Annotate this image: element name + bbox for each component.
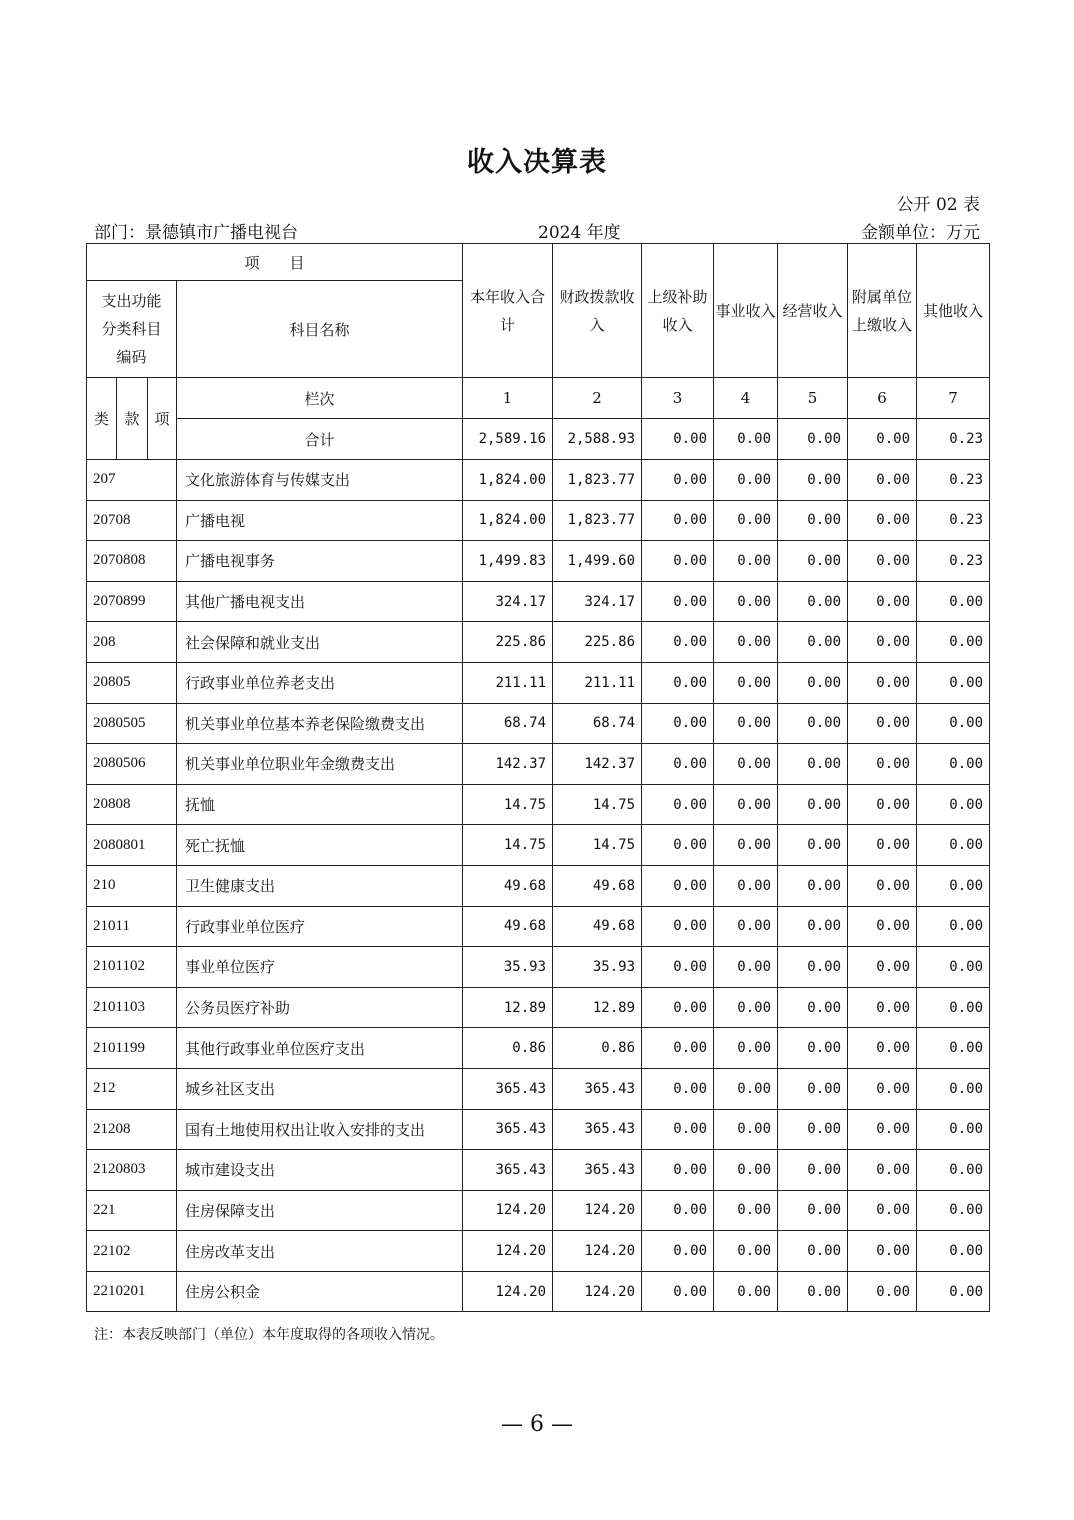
subject-code: 20805 bbox=[87, 662, 177, 703]
amount-cell: 142.37 bbox=[463, 744, 553, 785]
table-row bbox=[87, 500, 990, 541]
amount-cell: 0.00 bbox=[778, 1109, 848, 1150]
amount-cell: 68.74 bbox=[463, 703, 553, 744]
department-label: 部门：景德镇市广播电视台 bbox=[94, 223, 298, 243]
amount-cell: 0.00 bbox=[642, 460, 714, 501]
table-row bbox=[87, 987, 990, 1028]
amount-cell: 124.20 bbox=[553, 1231, 642, 1272]
amount-cell: 0.00 bbox=[848, 1068, 917, 1109]
header-col-business: 事业收入 bbox=[714, 244, 778, 378]
subject-name: 事业单位医疗 bbox=[177, 947, 463, 988]
amount-cell: 0.00 bbox=[778, 744, 848, 785]
amount-cell: 124.20 bbox=[553, 1190, 642, 1231]
page-title: 收入决算表 bbox=[467, 147, 607, 178]
amount-cell: 0.00 bbox=[714, 1028, 778, 1069]
subject-code: 2120803 bbox=[87, 1150, 177, 1191]
amount-cell: 0.00 bbox=[778, 460, 848, 501]
amount-cell: 0.00 bbox=[848, 500, 917, 541]
total-label: 合计 bbox=[177, 419, 463, 460]
header-col-superior: 上级补助收入 bbox=[642, 244, 714, 378]
table-row bbox=[87, 1028, 990, 1069]
amount-cell: 211.11 bbox=[553, 662, 642, 703]
amount-cell: 0.00 bbox=[714, 1190, 778, 1231]
header-col-other: 其他收入 bbox=[917, 244, 990, 378]
header-col-operating: 经营收入 bbox=[778, 244, 848, 378]
amount-cell: 0.00 bbox=[848, 1028, 917, 1069]
amount-cell: 0.00 bbox=[714, 1150, 778, 1191]
amount-cell: 0.00 bbox=[848, 1271, 917, 1312]
subject-code: 20808 bbox=[87, 784, 177, 825]
subject-code: 207 bbox=[87, 460, 177, 501]
amount-cell: 0.00 bbox=[848, 1231, 917, 1272]
amount-cell: 0.00 bbox=[848, 1190, 917, 1231]
subject-code: 210 bbox=[87, 865, 177, 906]
amount-cell: 0.00 bbox=[714, 744, 778, 785]
amount-cell: 0.00 bbox=[778, 1190, 848, 1231]
table-row bbox=[87, 460, 990, 501]
col-number: 6 bbox=[848, 378, 917, 419]
table-row bbox=[87, 1231, 990, 1272]
amount-cell: 0.00 bbox=[642, 1150, 714, 1191]
amount-cell: 0.00 bbox=[917, 744, 990, 785]
page-number: — 6 — bbox=[501, 1412, 573, 1437]
amount-cell: 0.00 bbox=[848, 1109, 917, 1150]
subject-name: 广播电视 bbox=[177, 500, 463, 541]
amount-cell: 1,824.00 bbox=[463, 460, 553, 501]
amount-cell: 0.23 bbox=[917, 460, 990, 501]
subject-code: 221 bbox=[87, 1190, 177, 1231]
amount-cell: 1,824.00 bbox=[463, 500, 553, 541]
header-xiang: 项 bbox=[148, 378, 177, 460]
header-code-group: 支出功能分类科目编码 bbox=[87, 281, 177, 378]
subject-name: 卫生健康支出 bbox=[177, 865, 463, 906]
amount-cell: 0.00 bbox=[778, 825, 848, 866]
amount-cell: 0.00 bbox=[714, 460, 778, 501]
amount-cell: 0.00 bbox=[778, 541, 848, 582]
amount-cell: 0.00 bbox=[778, 987, 848, 1028]
col-number: 3 bbox=[642, 378, 714, 419]
amount-cell: 1,823.77 bbox=[553, 500, 642, 541]
total-value: 0.00 bbox=[778, 419, 848, 460]
subject-code: 2080801 bbox=[87, 825, 177, 866]
amount-cell: 0.00 bbox=[714, 825, 778, 866]
amount-cell: 0.00 bbox=[642, 784, 714, 825]
table-row bbox=[87, 1190, 990, 1231]
subject-name: 国有土地使用权出让收入安排的支出 bbox=[177, 1109, 463, 1150]
subject-name: 住房保障支出 bbox=[177, 1190, 463, 1231]
amount-cell: 0.00 bbox=[848, 662, 917, 703]
subject-name: 城市建设支出 bbox=[177, 1150, 463, 1191]
subject-code: 2101102 bbox=[87, 947, 177, 988]
amount-cell: 68.74 bbox=[553, 703, 642, 744]
subject-name: 住房改革支出 bbox=[177, 1231, 463, 1272]
amount-cell: 0.00 bbox=[778, 1028, 848, 1069]
subject-name: 社会保障和就业支出 bbox=[177, 622, 463, 663]
header-col-fiscal: 财政拨款收入 bbox=[553, 244, 642, 378]
amount-cell: 0.00 bbox=[714, 1109, 778, 1150]
total-value: 0.00 bbox=[848, 419, 917, 460]
table-row bbox=[87, 703, 990, 744]
amount-cell: 0.00 bbox=[917, 1068, 990, 1109]
header-lei: 类 bbox=[87, 378, 117, 460]
amount-cell: 225.86 bbox=[553, 622, 642, 663]
table-row bbox=[87, 1068, 990, 1109]
amount-cell: 211.11 bbox=[463, 662, 553, 703]
amount-cell: 0.00 bbox=[714, 1068, 778, 1109]
amount-cell: 0.00 bbox=[848, 865, 917, 906]
amount-cell: 14.75 bbox=[463, 825, 553, 866]
amount-cell: 0.00 bbox=[778, 662, 848, 703]
subject-name: 死亡抚恤 bbox=[177, 825, 463, 866]
amount-cell: 12.89 bbox=[553, 987, 642, 1028]
table-row bbox=[87, 1271, 990, 1312]
fiscal-year: 2024 年度 bbox=[538, 223, 621, 243]
amount-cell: 0.00 bbox=[778, 581, 848, 622]
amount-cell: 0.23 bbox=[917, 500, 990, 541]
amount-cell: 0.00 bbox=[642, 581, 714, 622]
amount-cell: 0.00 bbox=[917, 622, 990, 663]
amount-cell: 14.75 bbox=[553, 825, 642, 866]
amount-cell: 0.00 bbox=[917, 1109, 990, 1150]
amount-cell: 365.43 bbox=[553, 1150, 642, 1191]
subject-name: 机关事业单位基本养老保险缴费支出 bbox=[177, 703, 463, 744]
subject-code: 2070899 bbox=[87, 581, 177, 622]
table-row bbox=[87, 784, 990, 825]
subject-code: 208 bbox=[87, 622, 177, 663]
col-number: 2 bbox=[553, 378, 642, 419]
income-table bbox=[86, 243, 990, 1312]
amount-cell: 49.68 bbox=[553, 865, 642, 906]
col-number: 5 bbox=[778, 378, 848, 419]
header-kuan: 款 bbox=[117, 378, 148, 460]
amount-cell: 0.00 bbox=[714, 1271, 778, 1312]
amount-cell: 0.00 bbox=[848, 987, 917, 1028]
amount-cell: 124.20 bbox=[553, 1271, 642, 1312]
amount-cell: 0.00 bbox=[642, 1190, 714, 1231]
amount-cell: 0.00 bbox=[917, 1271, 990, 1312]
amount-cell: 365.43 bbox=[463, 1150, 553, 1191]
amount-cell: 0.00 bbox=[714, 1231, 778, 1272]
amount-cell: 0.00 bbox=[848, 703, 917, 744]
amount-cell: 0.86 bbox=[553, 1028, 642, 1069]
table-row bbox=[87, 947, 990, 988]
amount-cell: 0.00 bbox=[917, 1231, 990, 1272]
amount-cell: 14.75 bbox=[463, 784, 553, 825]
header-col-total: 本年收入合计 bbox=[463, 244, 553, 378]
subject-name: 抚恤 bbox=[177, 784, 463, 825]
amount-cell: 0.00 bbox=[917, 947, 990, 988]
amount-cell: 324.17 bbox=[463, 581, 553, 622]
amount-cell: 0.00 bbox=[848, 825, 917, 866]
amount-cell: 0.00 bbox=[642, 1068, 714, 1109]
amount-cell: 0.00 bbox=[642, 987, 714, 1028]
subject-code: 2101199 bbox=[87, 1028, 177, 1069]
header-lanci: 栏次 bbox=[177, 378, 463, 419]
amount-cell: 0.00 bbox=[917, 987, 990, 1028]
amount-cell: 0.00 bbox=[848, 460, 917, 501]
subject-code: 2101103 bbox=[87, 987, 177, 1028]
amount-cell: 35.93 bbox=[553, 947, 642, 988]
amount-cell: 0.00 bbox=[714, 541, 778, 582]
amount-cell: 0.00 bbox=[778, 622, 848, 663]
table-row bbox=[87, 622, 990, 663]
total-value: 0.23 bbox=[917, 419, 990, 460]
amount-cell: 35.93 bbox=[463, 947, 553, 988]
amount-cell: 0.00 bbox=[917, 825, 990, 866]
amount-cell: 0.00 bbox=[917, 1028, 990, 1069]
total-value: 2,589.16 bbox=[463, 419, 553, 460]
subject-code: 22102 bbox=[87, 1231, 177, 1272]
amount-cell: 1,823.77 bbox=[553, 460, 642, 501]
amount-cell: 0.00 bbox=[917, 581, 990, 622]
amount-cell: 0.00 bbox=[642, 622, 714, 663]
amount-cell: 0.00 bbox=[642, 906, 714, 947]
amount-cell: 0.00 bbox=[714, 947, 778, 988]
amount-cell: 0.00 bbox=[917, 1150, 990, 1191]
amount-cell: 124.20 bbox=[463, 1190, 553, 1231]
amount-cell: 0.00 bbox=[848, 744, 917, 785]
table-row bbox=[87, 662, 990, 703]
table-row bbox=[87, 1150, 990, 1191]
table-row bbox=[87, 825, 990, 866]
amount-cell: 0.00 bbox=[778, 1150, 848, 1191]
amount-cell: 0.00 bbox=[714, 500, 778, 541]
amount-cell: 365.43 bbox=[463, 1109, 553, 1150]
total-value: 0.00 bbox=[642, 419, 714, 460]
amount-cell: 0.00 bbox=[917, 703, 990, 744]
amount-cell: 365.43 bbox=[463, 1068, 553, 1109]
col-number: 4 bbox=[714, 378, 778, 419]
form-number: 公开 02 表 bbox=[896, 195, 980, 215]
subject-code: 2080505 bbox=[87, 703, 177, 744]
amount-cell: 0.00 bbox=[778, 784, 848, 825]
amount-cell: 0.00 bbox=[848, 541, 917, 582]
amount-cell: 0.00 bbox=[642, 541, 714, 582]
amount-cell: 0.00 bbox=[642, 825, 714, 866]
amount-cell: 225.86 bbox=[463, 622, 553, 663]
amount-cell: 0.00 bbox=[642, 1231, 714, 1272]
amount-cell: 0.00 bbox=[778, 1271, 848, 1312]
subject-name: 行政事业单位养老支出 bbox=[177, 662, 463, 703]
subject-code: 2210201 bbox=[87, 1271, 177, 1312]
amount-cell: 0.00 bbox=[714, 622, 778, 663]
amount-cell: 0.00 bbox=[642, 662, 714, 703]
amount-cell: 324.17 bbox=[553, 581, 642, 622]
amount-cell: 0.00 bbox=[714, 987, 778, 1028]
header-item: 项 目 bbox=[87, 244, 463, 281]
amount-cell: 0.86 bbox=[463, 1028, 553, 1069]
amount-cell: 14.75 bbox=[553, 784, 642, 825]
subject-name: 城乡社区支出 bbox=[177, 1068, 463, 1109]
amount-cell: 0.00 bbox=[917, 1190, 990, 1231]
amount-cell: 142.37 bbox=[553, 744, 642, 785]
header-col-affiliate: 附属单位上缴收入 bbox=[848, 244, 917, 378]
subject-code: 212 bbox=[87, 1068, 177, 1109]
total-value: 0.00 bbox=[714, 419, 778, 460]
table-row bbox=[87, 581, 990, 622]
amount-cell: 0.00 bbox=[917, 865, 990, 906]
amount-cell: 0.00 bbox=[642, 1109, 714, 1150]
amount-cell: 49.68 bbox=[463, 865, 553, 906]
amount-cell: 49.68 bbox=[553, 906, 642, 947]
subject-name: 其他行政事业单位医疗支出 bbox=[177, 1028, 463, 1069]
subject-name: 机关事业单位职业年金缴费支出 bbox=[177, 744, 463, 785]
amount-cell: 0.00 bbox=[714, 906, 778, 947]
amount-cell: 124.20 bbox=[463, 1231, 553, 1272]
amount-cell: 0.00 bbox=[778, 906, 848, 947]
amount-cell: 0.00 bbox=[848, 581, 917, 622]
table-row bbox=[87, 744, 990, 785]
amount-cell: 0.00 bbox=[642, 947, 714, 988]
amount-cell: 0.00 bbox=[642, 703, 714, 744]
amount-cell: 0.00 bbox=[778, 500, 848, 541]
amount-cell: 0.00 bbox=[642, 500, 714, 541]
amount-cell: 0.00 bbox=[778, 865, 848, 906]
subject-name: 文化旅游体育与传媒支出 bbox=[177, 460, 463, 501]
amount-cell: 0.00 bbox=[778, 1231, 848, 1272]
amount-cell: 0.00 bbox=[848, 1150, 917, 1191]
amount-cell: 0.00 bbox=[714, 662, 778, 703]
total-value: 2,588.93 bbox=[553, 419, 642, 460]
amount-cell: 0.00 bbox=[917, 662, 990, 703]
amount-cell: 0.00 bbox=[848, 784, 917, 825]
amount-cell: 0.00 bbox=[778, 947, 848, 988]
amount-cell: 0.00 bbox=[714, 784, 778, 825]
amount-cell: 0.00 bbox=[778, 1068, 848, 1109]
amount-cell: 0.00 bbox=[778, 703, 848, 744]
amount-cell: 0.00 bbox=[642, 1028, 714, 1069]
amount-cell: 0.00 bbox=[848, 906, 917, 947]
amount-cell: 1,499.83 bbox=[463, 541, 553, 582]
amount-cell: 124.20 bbox=[463, 1271, 553, 1312]
subject-name: 公务员医疗补助 bbox=[177, 987, 463, 1028]
table-row bbox=[87, 865, 990, 906]
amount-cell: 12.89 bbox=[463, 987, 553, 1028]
amount-cell: 365.43 bbox=[553, 1109, 642, 1150]
subject-name: 住房公积金 bbox=[177, 1271, 463, 1312]
header-subject-name: 科目名称 bbox=[177, 281, 463, 378]
amount-cell: 1,499.60 bbox=[553, 541, 642, 582]
amount-cell: 365.43 bbox=[553, 1068, 642, 1109]
amount-cell: 49.68 bbox=[463, 906, 553, 947]
subject-code: 2080506 bbox=[87, 744, 177, 785]
subject-code: 21011 bbox=[87, 906, 177, 947]
amount-cell: 0.00 bbox=[848, 622, 917, 663]
amount-cell: 0.00 bbox=[642, 744, 714, 785]
amount-cell: 0.00 bbox=[848, 947, 917, 988]
subject-name: 行政事业单位医疗 bbox=[177, 906, 463, 947]
amount-cell: 0.00 bbox=[714, 865, 778, 906]
amount-cell: 0.00 bbox=[917, 784, 990, 825]
amount-cell: 0.00 bbox=[714, 581, 778, 622]
subject-code: 2070808 bbox=[87, 541, 177, 582]
amount-unit: 金额单位：万元 bbox=[861, 223, 980, 243]
col-number: 1 bbox=[463, 378, 553, 419]
table-row bbox=[87, 1109, 990, 1150]
col-number: 7 bbox=[917, 378, 990, 419]
subject-name: 广播电视事务 bbox=[177, 541, 463, 582]
table-row bbox=[87, 541, 990, 582]
subject-code: 21208 bbox=[87, 1109, 177, 1150]
subject-code: 20708 bbox=[87, 500, 177, 541]
amount-cell: 0.00 bbox=[714, 703, 778, 744]
amount-cell: 0.00 bbox=[642, 1271, 714, 1312]
amount-cell: 0.23 bbox=[917, 541, 990, 582]
table-row bbox=[87, 906, 990, 947]
subject-name: 其他广播电视支出 bbox=[177, 581, 463, 622]
amount-cell: 0.00 bbox=[917, 906, 990, 947]
amount-cell: 0.00 bbox=[642, 865, 714, 906]
footnote: 注：本表反映部门（单位）本年度取得的各项收入情况。 bbox=[94, 1327, 444, 1343]
